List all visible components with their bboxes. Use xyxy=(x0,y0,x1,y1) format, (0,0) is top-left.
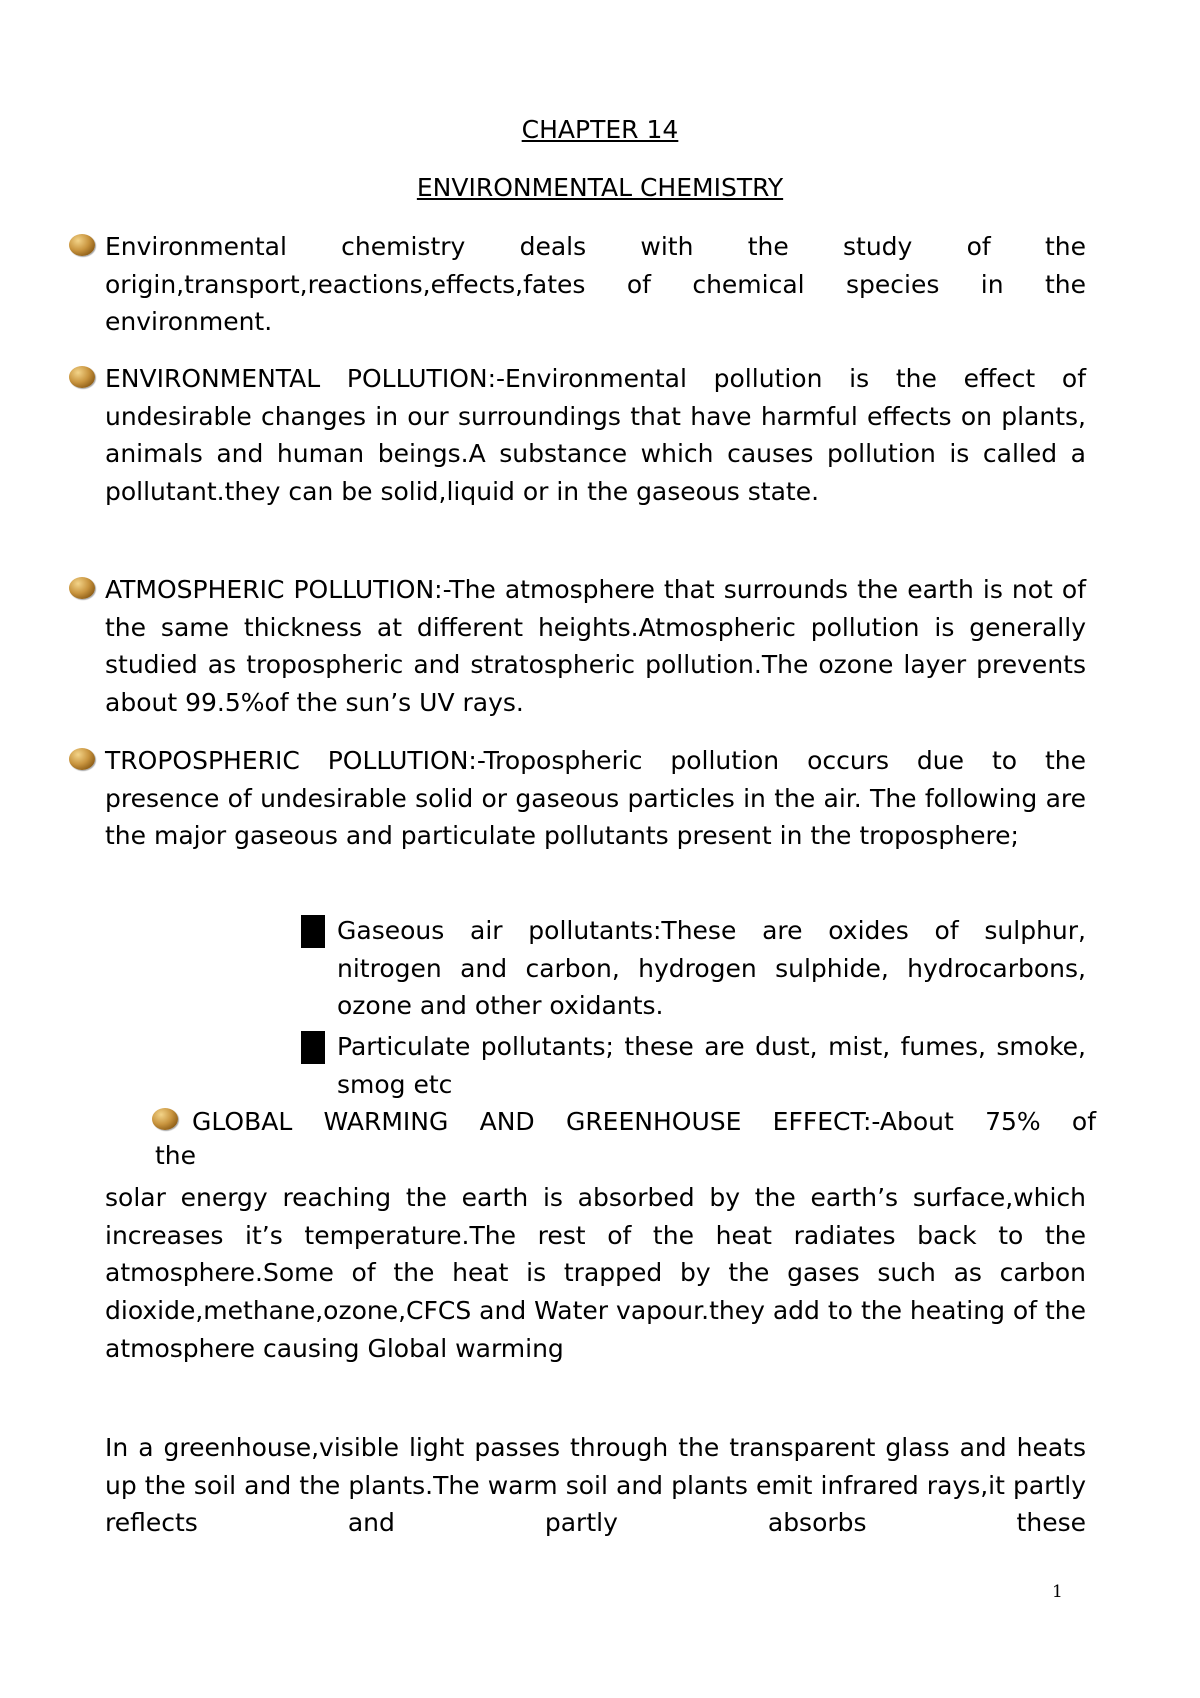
global-warming-body: solar energy reaching the earth is absorbed by the earth’s surface,which increases it’s temperature.The rest of the heat radiates back to the atmosphere.Some of the heat is trapped by the gases such as carbon dioxide,methane,ozone,CFCS and Water vapour.they add to the heating of the atmosphere causing Global warming xyxy=(105,1183,1086,1363)
bullet-paragraph-environmental-pollution: ENVIRONMENTAL POLLUTION:-Environmental pollution is the effect of undesirable changes in our surroundings that have harmful effects on plants, animals and human beings.A substance which causes pollution is called a pollutant.they can be solid,liquid or in the gaseous state. xyxy=(105,364,1086,507)
black-square-bullet-icon xyxy=(301,915,325,948)
gold-ball-bullet-icon xyxy=(152,1108,178,1130)
bullet-paragraph-intro: Environmental chemistry deals with the study of the origin,transport,reactions,effects,fates of chemical species in the environment. xyxy=(105,232,1086,337)
bullet-paragraph-tropospheric-pollution: TROPOSPHERIC POLLUTION:-Tropospheric pollution occurs due to the presence of undesirable solid or gaseous particles in the air. The following are the major gaseous and particulate pollutants present in the troposphere; xyxy=(105,746,1086,851)
gold-ball-bullet-icon xyxy=(69,366,95,388)
subject-title: ENVIRONMENTAL CHEMISTRY xyxy=(416,173,784,202)
bullet-paragraph-atmospheric-pollution: ATMOSPHERIC POLLUTION:-The atmosphere that surrounds the earth is not of the same thickness at different heights.Atmospheric pollution is generally studied as tropospheric and stratospheric pollution.The ozone layer prevents about 99.5%of the sun’s UV rays. xyxy=(105,575,1086,718)
black-square-bullet-icon xyxy=(301,1031,325,1064)
gold-ball-bullet-icon xyxy=(69,234,95,256)
global-warming-heading-wrap: the xyxy=(155,1141,197,1170)
chapter-title: CHAPTER 14 xyxy=(521,115,679,144)
global-warming-heading: GLOBAL WARMING AND GREENHOUSE EFFECT:-About 75% of xyxy=(192,1107,1096,1136)
gold-ball-bullet-icon xyxy=(69,748,95,770)
sub-bullet-particulate-pollutants: Particulate pollutants; these are dust, mist, fumes, smoke, smog etc xyxy=(337,1032,1086,1099)
page-number: 1 xyxy=(1052,1582,1063,1602)
gold-ball-bullet-icon xyxy=(69,577,95,599)
greenhouse-paragraph: In a greenhouse,visible light passes through the transparent glass and heats up the soil and the plants.The warm soil and plants emit infrared rays,it partly reflects and partly absorbs these xyxy=(105,1433,1086,1538)
sub-bullet-gaseous-pollutants: Gaseous air pollutants:These are oxides of sulphur, nitrogen and carbon, hydrogen sulphide, hydrocarbons, ozone and other oxidants. xyxy=(337,916,1086,1021)
